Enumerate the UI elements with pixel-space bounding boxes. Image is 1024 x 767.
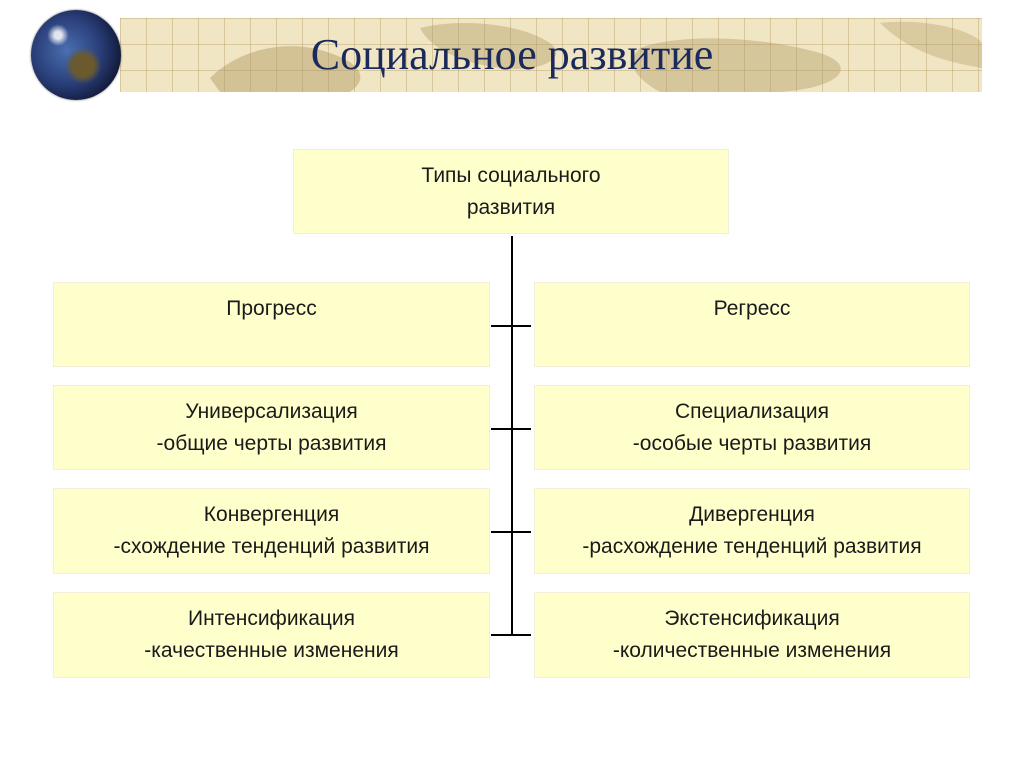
box-intensification xyxy=(54,593,489,677)
box-description: -особые черты развития xyxy=(632,432,872,455)
page-title: Социальное развитие xyxy=(310,30,714,79)
box-specialization xyxy=(535,386,969,469)
box-extensification xyxy=(535,593,969,677)
connector-tick-1 xyxy=(491,325,531,327)
vertical-connector xyxy=(511,236,513,636)
box-title: Экстенсификация xyxy=(664,607,840,630)
box-description: -схождение тенденций развития xyxy=(113,535,430,558)
root-box-social-development-types xyxy=(294,150,728,233)
root-box-line-1: Типы социального xyxy=(421,163,601,187)
box-title: Прогресс xyxy=(226,297,317,320)
box-title: Специализация xyxy=(674,400,830,423)
box-divergence xyxy=(535,489,969,573)
connector-tick-4 xyxy=(491,634,531,636)
box-description: -количественные изменения xyxy=(612,639,892,662)
box-description: -качественные изменения xyxy=(144,639,399,662)
box-title: Интенсификация xyxy=(187,607,356,630)
box-description: -расхождение тенденций развития xyxy=(582,535,922,558)
connector-tick-3 xyxy=(491,531,531,533)
box-progress xyxy=(54,283,489,366)
box-convergence xyxy=(54,489,489,573)
connector-tick-2 xyxy=(491,428,531,430)
root-box-line-2: развития xyxy=(466,195,556,219)
box-title: Дивергенция xyxy=(689,503,815,526)
box-regress xyxy=(535,283,969,366)
box-universalization xyxy=(54,386,489,469)
box-title: Универсализация xyxy=(185,400,358,423)
box-description: -общие черты развития xyxy=(156,432,387,455)
box-title: Конвергенция xyxy=(203,503,340,526)
box-title: Регресс xyxy=(713,297,791,320)
